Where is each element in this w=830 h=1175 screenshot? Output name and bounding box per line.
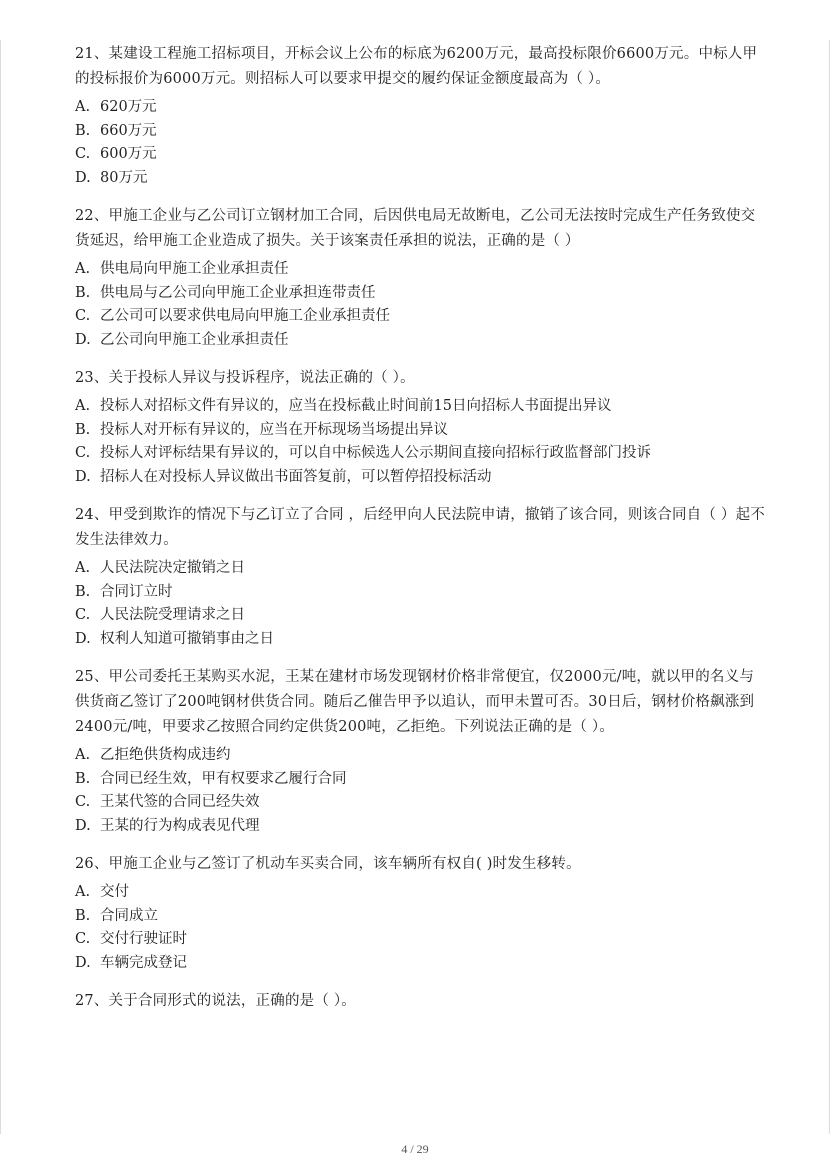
option-a: A. 供电局向甲施工企业承担责任 [75, 261, 289, 277]
option-d: D. 乙公司向甲施工企业承担责任 [75, 331, 289, 348]
question-stem: 27、关于合同形式的说法，正确的是（ ）。 [75, 993, 357, 1009]
option-c: C. 交付行驶证时 [75, 931, 187, 947]
option-d: D. 80万元 [75, 169, 148, 186]
question-22 [75, 204, 765, 352]
question-stem: 21、某建设工程施工招标项目，开标会议上公布的标底为6200万元，最高投标限价6600万元。中标人甲的投标报价为6000万元。则招标人可以要求甲提交的履约保证金额度最高为（ ）。 [75, 46, 758, 87]
option-a: A. 交付 [75, 884, 129, 900]
option-b: B. 投标人对开标有异议的，应当在开标现场当场提出异议 [75, 421, 448, 438]
option-b: B. 660万元 [75, 122, 157, 139]
option-list [75, 96, 765, 190]
question-21 [75, 42, 765, 190]
option-a: A. 620万元 [75, 99, 157, 115]
option-a: A. 人民法院决定撤销之日 [75, 560, 245, 576]
option-list [75, 258, 765, 352]
option-d: D. 王某的行为构成表见代理 [75, 817, 260, 834]
question-stem: 26、甲施工企业与乙签订了机动车买卖合同，该车辆所有权自( )时发生移转。 [75, 856, 581, 872]
question-25 [75, 665, 765, 838]
option-c: C. 王某代签的合同已经失效 [75, 794, 260, 810]
option-c: C. 投标人对评标结果有异议的，可以自中标候选人公示期间直接向招标行政监督部门投诉 [75, 445, 651, 461]
option-c: C. 600万元 [75, 146, 157, 162]
option-d: D. 招标人在对投标人异议做出书面答复前，可以暂停招投标活动 [75, 468, 492, 485]
option-a: A. 投标人对招标文件有异议的，应当在投标截止时间前15日向招标人书面提出异议 [75, 398, 612, 414]
question-26 [75, 852, 765, 975]
option-b: B. 合同成立 [75, 907, 158, 924]
option-b: B. 供电局与乙公司向甲施工企业承担连带责任 [75, 284, 376, 301]
option-b: B. 合同订立时 [75, 583, 173, 600]
option-list [75, 395, 765, 489]
option-d: D. 车辆完成登记 [75, 954, 187, 971]
question-24 [75, 503, 765, 651]
question-stem: 22、甲施工企业与乙公司订立钢材加工合同，后因供电局无故断电，乙公司无法按时完成生产任务致使交货延迟，给甲施工企业造成了损失。关于该案责任承担的说法，正确的是（ ） [75, 208, 756, 249]
question-stem: 25、甲公司委托王某购买水泥，王某在建材市场发现钢材价格非常便宜，仅2000元/吨，就以甲的名义与供货商乙签订了200吨钢材供货合同。随后乙催告甲予以追认，而甲未置可否。30日后，钢材价格飙涨到2400元/吨，甲要求乙按照合同约定供货200吨，乙拒绝。下列说法正确的是（ ）。 [75, 669, 755, 735]
option-b: B. 合同已经生效，甲有权要求乙履行合同 [75, 770, 347, 787]
question-stem: 24、甲受到欺诈的情况下与乙订立了合同 ，后经甲向人民法院申请，撤销了该合同，则该合同自（ ）起不发生法律效力。 [75, 507, 765, 548]
option-c: C. 乙公司可以要求供电局向甲施工企业承担责任 [75, 308, 390, 324]
question-27 [75, 989, 765, 1014]
option-list [75, 557, 765, 651]
option-d: D. 权利人知道可撤销事由之日 [75, 630, 274, 647]
question-23 [75, 366, 765, 489]
page-number: 4 / 29 [401, 1142, 429, 1156]
document-content [75, 42, 765, 1028]
option-list [75, 744, 765, 838]
question-stem: 23、关于投标人异议与投诉程序，说法正确的（ ）。 [75, 370, 415, 386]
option-a: A. 乙拒绝供货构成违约 [75, 747, 231, 763]
option-list [75, 881, 765, 975]
option-c: C. 人民法院受理请求之日 [75, 607, 245, 623]
